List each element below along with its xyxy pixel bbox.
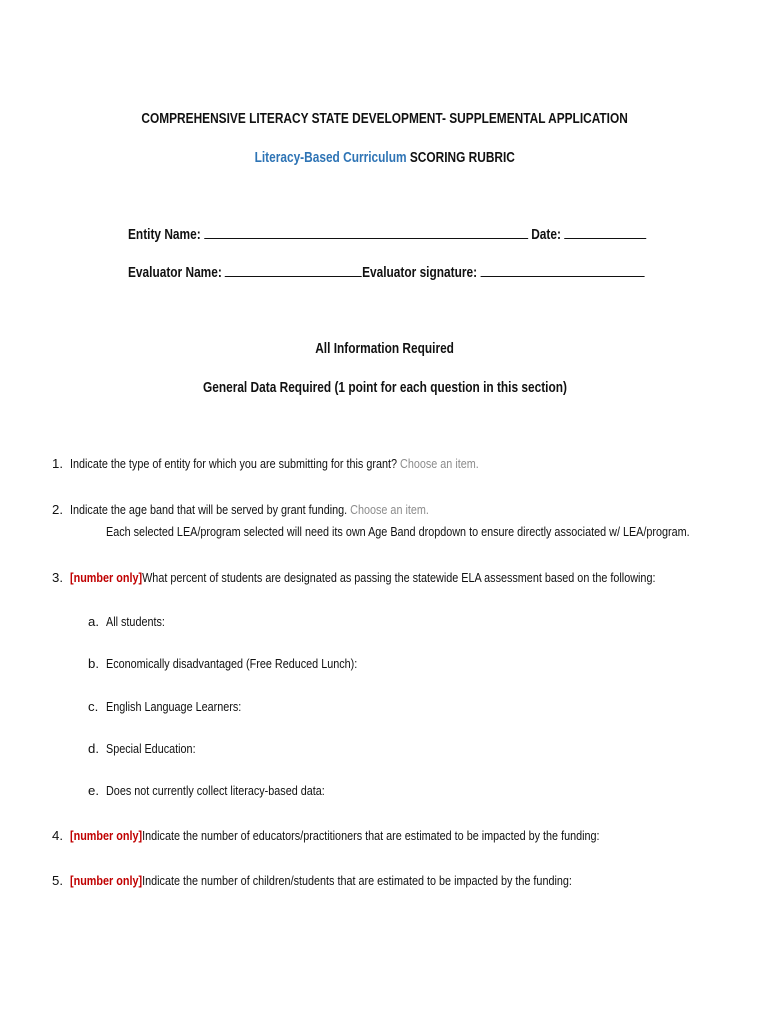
subitem-letter: a. [88,614,99,629]
subitem-d [106,741,215,756]
date-field[interactable] [564,226,646,239]
question-number: 3. [52,570,63,585]
question-2-text: Indicate the age band that will be served by grant funding. [70,502,348,517]
subtitle-black: SCORING RUBRIC [410,150,516,166]
question-2 [70,502,508,517]
evaluator-signature-field[interactable] [480,264,644,277]
subtitle-block [0,149,770,167]
question-1 [70,456,568,471]
general-heading-block [0,379,770,397]
date-label: Date: [531,227,561,243]
question-1-dropdown[interactable]: Choose an item. [400,456,479,471]
evaluator-row [128,264,758,281]
subitem-d-text: Special Education: [106,741,196,756]
number-only-tag: [number only] [70,873,143,888]
entity-name-label: Entity Name: [128,227,201,243]
subitem-c [106,699,271,714]
question-number: 5. [52,873,63,888]
entity-name-field[interactable] [204,226,528,239]
evaluator-name-label: Evaluator Name: [128,265,222,281]
subitem-letter: b. [88,656,99,671]
question-5-text: Indicate the number of children/students that are estimated to be impacted by the funding: [142,873,572,888]
subitem-a-text: All students: [106,614,165,629]
subitem-b [106,656,412,671]
subitem-letter: d. [88,741,99,756]
question-5 [70,873,682,888]
question-4-text: Indicate the number of educators/practitioners that are estimated to be impacted by the funding: [142,828,600,843]
question-2-dropdown[interactable]: Choose an item. [350,502,429,517]
document-title: COMPREHENSIVE LITERACY STATE DEVELOPMENT- SUPPLEMENTAL APPLICATION [141,111,629,127]
required-heading-block [0,340,770,358]
question-2-note: Each selected LEA/program selected will need its own Age Band dropdown to ensure directly associated w/ LEA/program. [106,524,690,539]
required-heading: All Information Required [315,341,455,357]
subitem-c-text: English Language Learners: [106,699,242,714]
question-3 [70,570,770,585]
document-subtitle [255,150,515,166]
question-2-note-line [106,524,770,539]
subitem-e [106,783,373,798]
question-number: 1. [52,456,63,471]
question-number: 4. [52,828,63,843]
question-1-text: Indicate the type of entity for which you are submitting for this grant? [70,456,398,471]
subitem-letter: e. [88,783,99,798]
entity-row [128,226,760,243]
subtitle-blue: Literacy-Based Curriculum [254,150,407,166]
subitem-b-text: Economically disadvantaged (Free Reduced Lunch): [106,656,358,671]
number-only-tag: [number only] [70,828,143,843]
general-heading: General Data Required (1 point for each question in this section) [202,380,568,396]
subitem-e-text: Does not currently collect literacy-based data: [106,783,325,798]
subitem-a [106,614,178,629]
question-4 [70,828,716,843]
evaluator-signature-label: Evaluator signature: [362,265,478,281]
evaluator-name-field[interactable] [225,264,362,277]
number-only-tag: [number only] [70,570,143,585]
question-number: 2. [52,502,63,517]
subitem-letter: c. [88,699,99,714]
title-block [0,110,770,128]
question-3-text: What percent of students are designated as passing the statewide ELA assessment based on the following: [142,570,656,585]
